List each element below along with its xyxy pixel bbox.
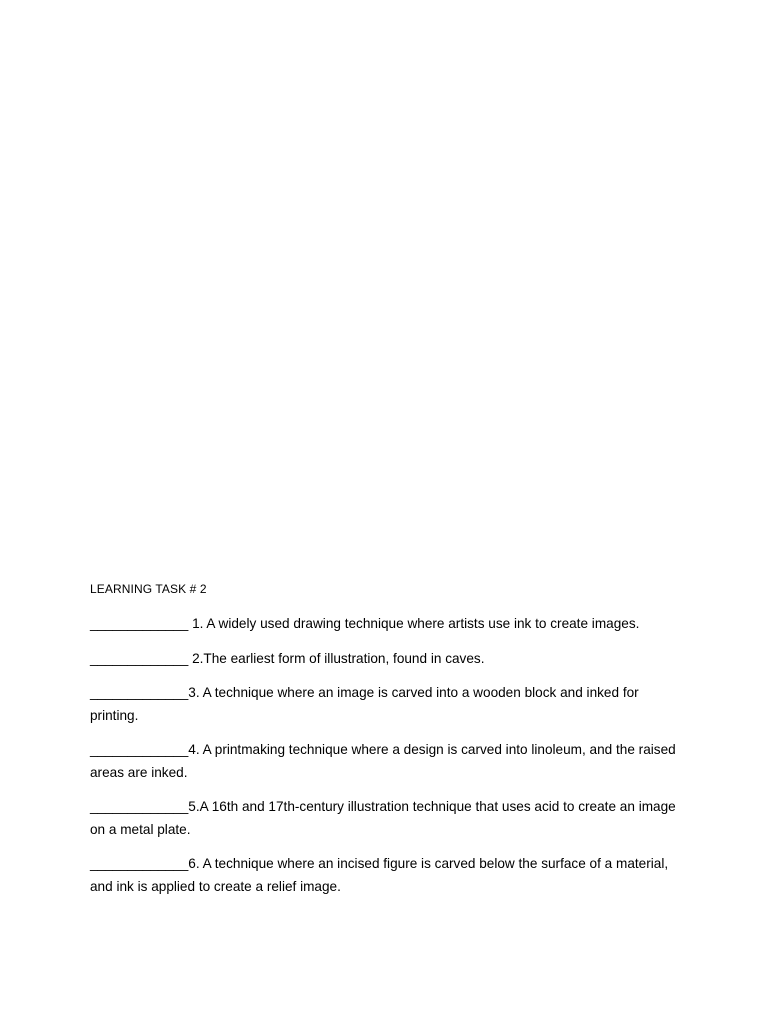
question-item-4 bbox=[90, 739, 680, 784]
answer-blank: _____________ bbox=[90, 856, 189, 871]
learning-task-section bbox=[90, 580, 680, 910]
question-text: 4. A printmaking technique where a design is carved into linoleum, and the raised areas are inked. bbox=[90, 742, 676, 780]
question-text: 5.A 16th and 17th-century illustration technique that uses acid to create an image on a metal plate. bbox=[90, 799, 676, 837]
question-text: 6. A technique where an incised figure is carved below the surface of a material, and ink is applied to create a relief image. bbox=[90, 856, 669, 894]
question-item-6 bbox=[90, 853, 680, 898]
question-item-3 bbox=[90, 682, 680, 727]
question-text: 2.The earliest form of illustration, found in caves. bbox=[188, 650, 485, 666]
question-item-1 bbox=[90, 613, 680, 636]
answer-blank: _____________ bbox=[90, 799, 189, 814]
answer-blank: _____________ bbox=[90, 650, 189, 666]
question-text: 3. A technique where an image is carved into a wooden block and inked for printing. bbox=[90, 685, 639, 723]
question-text: 1. A widely used drawing technique where artists use ink to create images. bbox=[188, 616, 640, 631]
section-heading: LEARNING TASK # 2 bbox=[90, 582, 207, 596]
answer-blank: _____________ bbox=[90, 685, 189, 700]
answer-blank: _____________ bbox=[90, 616, 189, 631]
question-item-2 bbox=[90, 648, 680, 671]
question-item-5 bbox=[90, 796, 680, 841]
answer-blank: _____________ bbox=[90, 742, 189, 757]
